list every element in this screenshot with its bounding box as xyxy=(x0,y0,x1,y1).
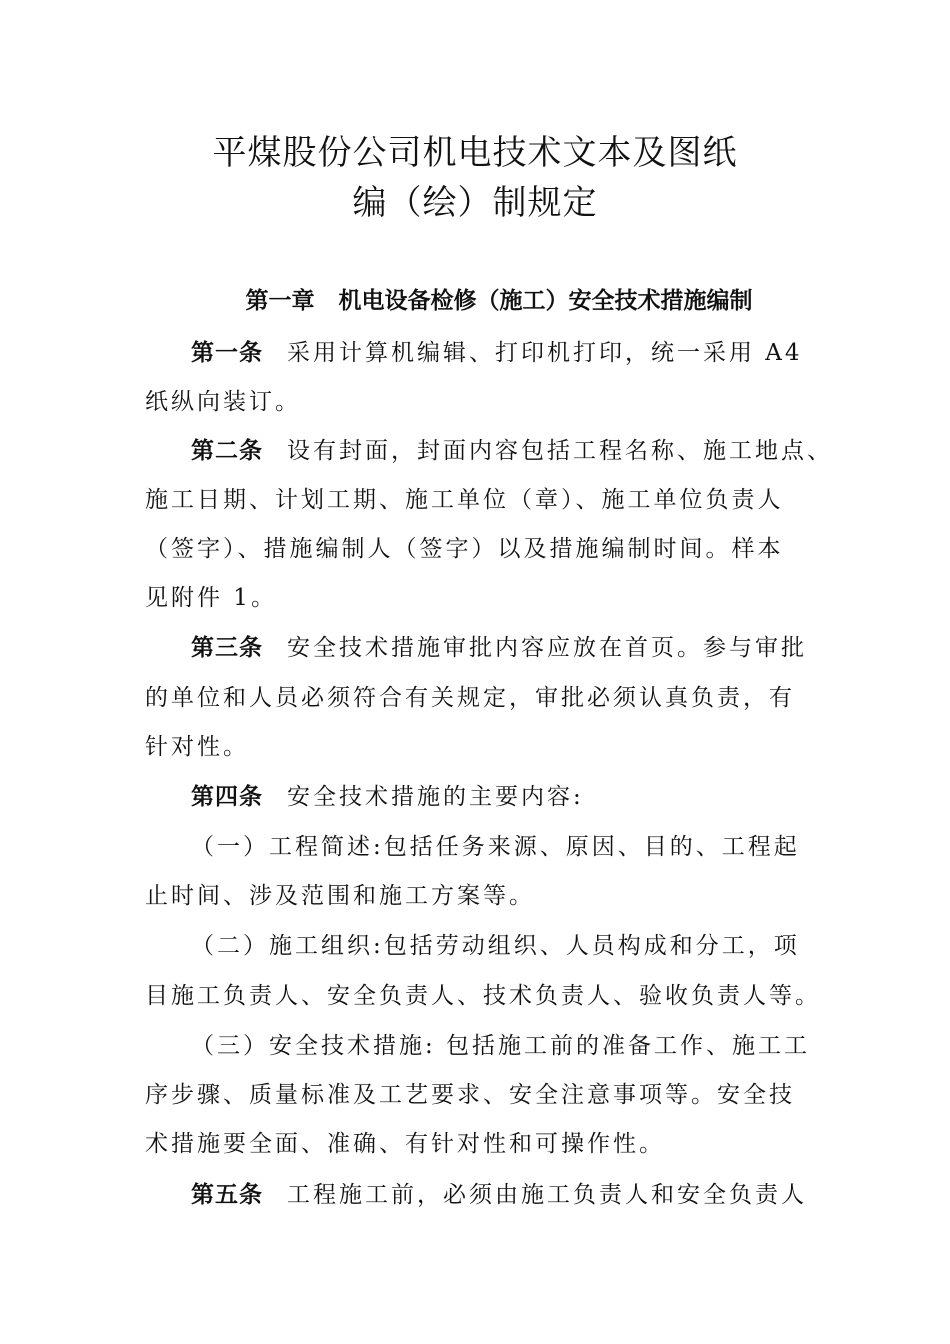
article-3-line-2: 的单位和人员必须符合有关规定，审批必须认真负责，有 xyxy=(145,685,795,711)
article-4-item-3-line-2: 序步骤、质量标准及工艺要求、安全注意事项等。安全技 xyxy=(145,1082,795,1108)
article-2-line-4: 见附件 1。 xyxy=(145,585,277,611)
article-5-text-1: 工程施工前，必须由施工负责人和安全负责人 xyxy=(287,1182,807,1208)
article-3-text-1: 安全技术措施审批内容应放在首页。参与审批 xyxy=(287,635,807,661)
article-2-text-1: 设有封面，封面内容包括工程名称、施工地点、 xyxy=(287,438,833,464)
article-1-line-2: 纸纵向装订。 xyxy=(145,389,301,415)
article-4-item-2-line-1: （二）施工组织:包括劳动组织、人员构成和分工，项 xyxy=(191,933,800,959)
article-4-item-1-line-1: （一）工程简述:包括任务来源、原因、目的、工程起 xyxy=(191,834,800,860)
article-5-label: 第五条 xyxy=(191,1181,263,1208)
article-4-item-2-line-2: 目施工负责人、安全负责人、技术负责人、验收负责人等。 xyxy=(145,983,821,1009)
article-2-line-1 xyxy=(191,435,833,467)
chapter-heading xyxy=(0,285,950,317)
article-4-item-1-line-2: 止时间、涉及范围和施工方案等。 xyxy=(145,883,535,909)
article-3-line-3: 针对性。 xyxy=(145,734,249,760)
chapter-number: 第一章 xyxy=(245,287,315,314)
article-4-label: 第四条 xyxy=(191,783,263,810)
article-5-line-1 xyxy=(191,1179,807,1211)
article-1-line-1 xyxy=(191,337,803,369)
article-4-text-1: 安全技术措施的主要内容: xyxy=(287,784,584,810)
document-title-line-1: 平煤股份公司机电技术文本及图纸 xyxy=(212,133,738,173)
document-title-line-2: 编（绘）制规定 xyxy=(352,183,598,223)
chapter-title: 机电设备检修（施工）安全技术措施编制 xyxy=(338,287,753,314)
article-4-item-3-line-3: 术措施要全面、准确、有针对性和可操作性。 xyxy=(145,1131,665,1157)
article-1-text-1: 采用计算机编辑、打印机打印，统一采用 A4 xyxy=(287,340,803,366)
article-4-line-1 xyxy=(191,781,584,813)
article-3-label: 第三条 xyxy=(191,634,263,661)
article-2-label: 第二条 xyxy=(191,437,263,464)
article-3-line-1 xyxy=(191,632,807,664)
article-2-line-2: 施工日期、计划工期、施工单位（章）、施工单位负责人 xyxy=(145,487,784,513)
article-1-label: 第一条 xyxy=(191,339,263,366)
article-2-line-3: （签字）、措施编制人（签字）以及措施编制时间。样本 xyxy=(145,536,784,562)
article-4-item-3-line-1: （三）安全技术措施: 包括施工前的准备工作、施工工 xyxy=(191,1033,811,1059)
